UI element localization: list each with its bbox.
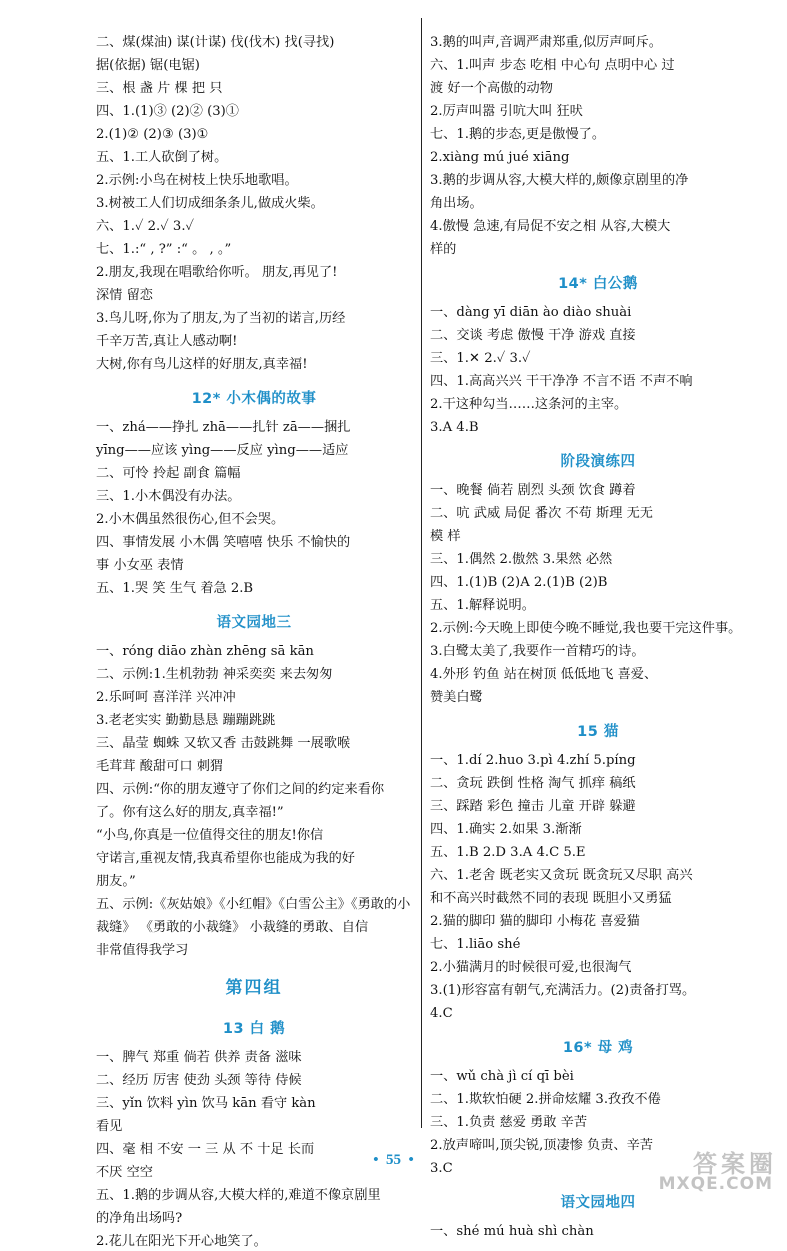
answer-line: 3.(1)形容富有朝气,充满活力。(2)责备打骂。 — [430, 983, 696, 998]
answer-line: 三、根 盏 片 棵 把 只 — [96, 81, 223, 96]
answer-line: 2.猫的脚印 猫的脚印 小梅花 喜爱猫 — [430, 914, 640, 929]
answer-line: 三、1.✕ 2.✓ 3.✓ — [430, 351, 531, 366]
answer-line: 四、毫 相 不安 一 三 从 不 十足 长而 — [96, 1142, 315, 1157]
answer-line: 2.乐呵呵 喜洋洋 兴冲冲 — [96, 690, 236, 705]
watermark-url: MXQE.COM — [658, 1174, 773, 1194]
answer-line: 2.(1)② (2)③ (3)① — [96, 127, 209, 142]
answer-line: 了。你有这么好的朋友,真幸福!” — [96, 805, 284, 820]
answer-line: 毛茸茸 酸甜可口 刺猬 — [96, 759, 224, 774]
answer-line: 朋友。” — [96, 874, 136, 889]
answer-line: 2.小猫满月的时候很可爱,也很淘气 — [430, 960, 632, 975]
answer-line: 二、交谈 考虑 傲慢 干净 游戏 直接 — [430, 328, 636, 343]
answer-line: 一、脾气 郑重 倘若 供养 责备 滋味 — [96, 1050, 302, 1065]
answer-line: 4.外形 钓鱼 站在树顶 低低地飞 喜爱、 — [430, 667, 658, 682]
answer-line: 一、róng diāo zhàn zhēng sā kān — [96, 644, 314, 659]
answer-line: 二、吭 武威 局促 番次 不苟 斯理 无无 — [430, 506, 653, 521]
answer-line: 五、1.哭 笑 生气 着急 2.B — [96, 581, 254, 596]
answer-line: 一、wǔ chà jì cí qī bèi — [430, 1069, 574, 1084]
answer-line: 2.示例:今天晚上即使今晚不睡觉,我也要干完这件事。 — [430, 621, 742, 636]
answer-line: 4.C — [430, 1006, 453, 1021]
answer-line: 三、晶莹 蜘蛛 又软又香 击鼓跳舞 一展歌喉 — [96, 736, 351, 751]
answer-line: 2.示例:小鸟在树枝上快乐地歌唱。 — [96, 173, 298, 188]
answer-line: 五、1.B 2.D 3.A 4.C 5.E — [430, 845, 586, 860]
answer-line: 守诺言,重视友情,我真希望你也能成为我的好 — [96, 851, 355, 866]
answer-line: 四、1.确实 2.如果 3.渐渐 — [430, 822, 582, 837]
answer-line: 2.朋友,我现在唱歌给你听。 朋友,再见了! — [96, 265, 338, 280]
column-divider — [421, 18, 422, 1128]
section-heading: 语文园地四 — [560, 1195, 636, 1211]
answer-line: 3.白鹭太美了,我要作一首精巧的诗。 — [430, 644, 645, 659]
answer-line: 五、示例:《灰姑娘》《小红帽》《白雪公主》《勇敢的小 — [96, 897, 411, 912]
answer-line: 渡 好一个高傲的动物 — [430, 81, 553, 96]
answer-line: 模 样 — [430, 529, 461, 544]
answer-line: 五、1.工人砍倒了树。 — [96, 150, 228, 165]
section-heading: 14* 白公鹅 — [558, 276, 638, 292]
section-heading: 阶段演练四 — [560, 454, 636, 470]
answer-line: 和不高兴时截然不同的表现 既胆小又勇猛 — [430, 891, 672, 906]
answer-line: 三、1.负责 慈爱 勇敢 辛苦 — [430, 1115, 588, 1130]
answer-line: 大树,你有鸟儿这样的好朋友,真幸福! — [96, 357, 308, 372]
answer-line: 2.厉声叫嚣 引吭大叫 狂吠 — [430, 104, 583, 119]
answer-line: 3.A 4.B — [430, 420, 479, 435]
answer-line: 二、可怜 拎起 副食 篇幅 — [96, 466, 241, 481]
answer-line: 3.鹅的叫声,音调严肃郑重,似厉声呵斥。 — [430, 35, 662, 50]
answer-line: 六、1.叫声 步态 吃相 中心句 点明中心 过 — [430, 58, 675, 73]
answer-line: 六、1.老舍 既老实又贪玩 既贪玩又尽职 高兴 — [430, 868, 693, 883]
answer-line: 3.老老实实 勤勤恳恳 蹦蹦跳跳 — [96, 713, 276, 728]
answer-line: 五、1.鹅的步调从容,大模大样的,难道不像京剧里 — [96, 1188, 381, 1203]
answer-line: 二、贪玩 跌倒 性格 淘气 抓痒 稿纸 — [430, 776, 636, 791]
answer-line: 非常值得我学习 — [96, 943, 189, 958]
answer-line: 二、煤(煤油) 谋(计谋) 伐(伐木) 找(寻找) — [96, 35, 335, 50]
answer-line: 深情 留恋 — [96, 288, 153, 303]
answer-line: 七、1.鹅的步态,更是傲慢了。 — [430, 127, 606, 142]
answer-line: 3.鸟儿呀,你为了朋友,为了当初的诺言,历经 — [96, 311, 346, 326]
section-heading: 语文园地三 — [216, 615, 292, 631]
section-heading: 12* 小木偶的故事 — [191, 391, 317, 407]
answer-line: 一、shé mú huà shì chàn — [430, 1224, 594, 1239]
answer-line: 四、示例:“你的朋友遵守了你们之间的约定来看你 — [96, 782, 385, 797]
answer-line: 三、1.偶然 2.傲然 3.果然 必然 — [430, 552, 613, 567]
watermark-logo — [659, 1144, 777, 1198]
answer-line: 千辛万苦,真让人感动啊! — [96, 334, 238, 349]
answer-line: 三、yǐn 饮料 yìn 饮马 kān 看守 kàn — [96, 1096, 316, 1111]
answer-line: 2.干这种勾当……这条河的主宰。 — [430, 397, 628, 412]
answer-line: 四、1.(1)③ (2)② (3)① — [96, 104, 239, 119]
answer-line: 3.树被工人们切成细条条儿,做成火柴。 — [96, 196, 324, 211]
answer-line: “小鸟,你真是一位值得交往的朋友!你信 — [96, 828, 324, 843]
section-heading: 16* 母 鸡 — [562, 1040, 634, 1056]
group-heading: 第四组 — [225, 978, 283, 998]
answer-line: 2.小木偶虽然很伤心,但不会哭。 — [96, 512, 285, 527]
answer-line: 的净角出场吗? — [96, 1211, 183, 1226]
answer-line: 赞美白鹭 — [430, 690, 483, 705]
answer-line: 四、1.(1)B (2)A 2.(1)B (2)B — [430, 575, 608, 590]
section-heading: 15 猫 — [577, 724, 619, 740]
answer-line: 2.放声啼叫,顶尖锐,顶凄惨 负责、辛苦 — [430, 1138, 653, 1153]
answer-line: 据(依据) 锯(电锯) — [96, 58, 200, 73]
answer-line: 二、1.欺软怕硬 2.拼命炫耀 3.孜孜不倦 — [430, 1092, 661, 1107]
answer-line: 2.花儿在阳光下开心地笑了。 — [96, 1234, 267, 1249]
answer-line: 七、1.liāo shé — [430, 937, 521, 952]
answer-line: 四、1.高高兴兴 干干净净 不言不语 不声不响 — [430, 374, 693, 389]
answer-line: 裁缝》 《勇敢的小裁缝》 小裁缝的勇敢、自信 — [96, 920, 369, 935]
answer-line: 3.C — [430, 1161, 453, 1176]
answer-line: 一、dàng yī diān ào diào shuài — [430, 305, 632, 320]
answer-line: 二、经历 厉害 使劲 头颈 等待 侍候 — [96, 1073, 302, 1088]
answer-line: 一、1.dí 2.huo 3.pì 4.zhí 5.píng — [430, 753, 636, 768]
answer-line: 六、1.✓ 2.✓ 3.✓ — [96, 219, 195, 234]
answer-line: 七、1.:“ , ?” :“ 。 , 。” — [96, 242, 232, 257]
answer-line: 四、事情发展 小木偶 笑嘻嘻 快乐 不愉快的 — [96, 535, 351, 550]
answer-line: 事 小女巫 表情 — [96, 558, 184, 573]
answer-line: 4.傲慢 急速,有局促不安之相 从容,大模大 — [430, 219, 671, 234]
answer-line: 二、示例:1.生机勃勃 神采奕奕 来去匆匆 — [96, 667, 333, 682]
watermark-logo-text: 答案圈 — [693, 1150, 777, 1178]
answer-line: 3.鹅的步调从容,大模大样的,颇像京剧里的净 — [430, 173, 689, 188]
answer-line: 三、1.小木偶没有办法。 — [96, 489, 241, 504]
answer-line: 一、晚餐 倘若 剧烈 头颈 饮食 蹲着 — [430, 483, 636, 498]
answer-line: 样的 — [430, 242, 457, 257]
answer-line: 三、踩踏 彩色 撞击 儿童 开辟 躲避 — [430, 799, 636, 814]
answer-line: 看见 — [96, 1119, 123, 1134]
answer-line: 角出场。 — [430, 196, 483, 211]
answer-line: 不厌 空空 — [96, 1165, 153, 1180]
page-number: • 55 • — [373, 1152, 414, 1168]
answer-line: yīng——应该 yìng——反应 yìng——适应 — [96, 443, 349, 458]
answer-line: 五、1.解释说明。 — [430, 598, 535, 613]
answer-line: 2.xiàng mú jué xiāng — [430, 150, 570, 165]
section-heading: 13 白 鹅 — [222, 1021, 286, 1037]
answer-line: 一、zhá——挣扎 zhā——扎针 zā——捆扎 — [96, 420, 351, 435]
